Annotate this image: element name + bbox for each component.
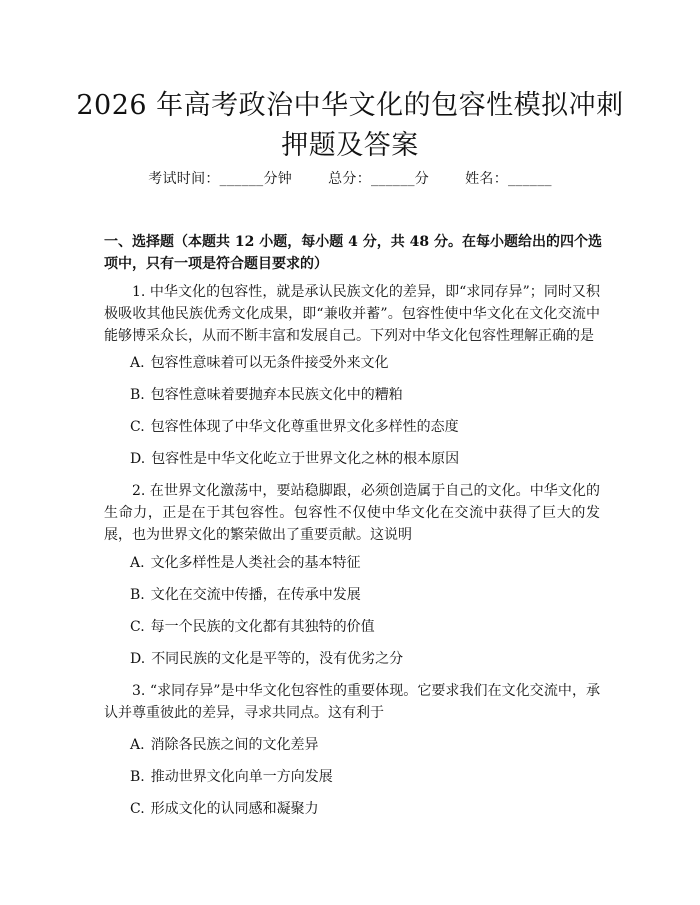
title-line-1: 2026 年高考政治中华文化的包容性模拟冲刺 (76, 90, 624, 121)
question-2-option-c (130, 616, 600, 638)
option-letter: A. (130, 355, 145, 371)
option-letter: A. (130, 555, 145, 571)
question-2-option-a (130, 552, 600, 574)
section-heading: 一、选择题（本题共 12 小题，每小题 4 分，共 48 分。在每小题给出的四个选项中，只有一项是符合题目要求的） (104, 234, 602, 272)
title-line-2: 押题及答案 (281, 130, 419, 161)
question-2-stem: 2. 在世界文化激荡中，要站稳脚跟，必须创造属于自己的文化。中华文化的生命力，正是在于其包容性。包容性不仅使中华文化在交流中获得了巨大的发展，也为世界文化的繁荣做出了重要贡献。这说明 (104, 483, 600, 543)
option-letter: D. (130, 651, 146, 667)
option-letter: B. (130, 387, 145, 403)
option-text: 文化多样性是人类社会的基本特征 (150, 555, 361, 571)
option-text: 推动世界文化向单一方向发展 (150, 769, 333, 785)
option-text: 包容性意味着可以无条件接受外来文化 (150, 355, 389, 371)
question-3-option-b (130, 766, 600, 788)
question-1-option-b (130, 384, 600, 406)
option-letter: B. (130, 769, 145, 785)
exam-time-field: 考试时间：______分钟 (148, 171, 293, 187)
total-score-field: 总分：______分 (328, 171, 430, 187)
option-letter: B. (130, 587, 145, 603)
option-text: 包容性意味着要抛弃本民族文化中的糟粕 (150, 387, 403, 403)
option-text: 每一个民族的文化都有其独特的价值 (150, 619, 375, 635)
option-letter: A. (130, 737, 145, 753)
option-text: 不同民族的文化是平等的，没有优劣之分 (151, 651, 404, 667)
option-letter: C. (130, 419, 145, 435)
question-1-option-d (130, 448, 600, 470)
page-title (70, 86, 630, 166)
question-2-option-d (130, 648, 600, 670)
option-letter: C. (130, 801, 145, 817)
option-text: 文化在交流中传播，在传承中发展 (150, 587, 361, 603)
question-2-option-b (130, 584, 600, 606)
question-3-option-c (130, 798, 600, 820)
question-1-stem: 1. 中华文化的包容性，就是承认民族文化的差异，即“求同存异”；同时又积极吸收其他民族优秀文化成果，即“兼收并蓄”。包容性使中华文化在文化交流中能够博采众长，从而不断丰富和发展自己。下列对中华文化包容性理解正确的是 (104, 284, 600, 344)
option-text: 消除各民族之间的文化差异 (150, 737, 319, 753)
option-text: 包容性体现了中华文化尊重世界文化多样性的态度 (150, 419, 459, 435)
question-1-option-a (130, 352, 600, 374)
student-name-field: 姓名：______ (465, 171, 552, 187)
option-text: 包容性是中华文化屹立于世界文化之林的根本原因 (151, 451, 460, 467)
option-letter: C. (130, 619, 145, 635)
option-letter: D. (130, 451, 146, 467)
question-3-option-a (130, 734, 600, 756)
exam-meta (0, 168, 700, 188)
option-text: 形成文化的认同感和凝聚力 (150, 801, 319, 817)
question-1-option-c (130, 416, 600, 438)
question-3-stem: 3. “求同存异”是中华文化包容性的重要体现。它要求我们在文化交流中，承认并尊重彼此的差异，寻求共同点。这有利于 (104, 683, 600, 721)
